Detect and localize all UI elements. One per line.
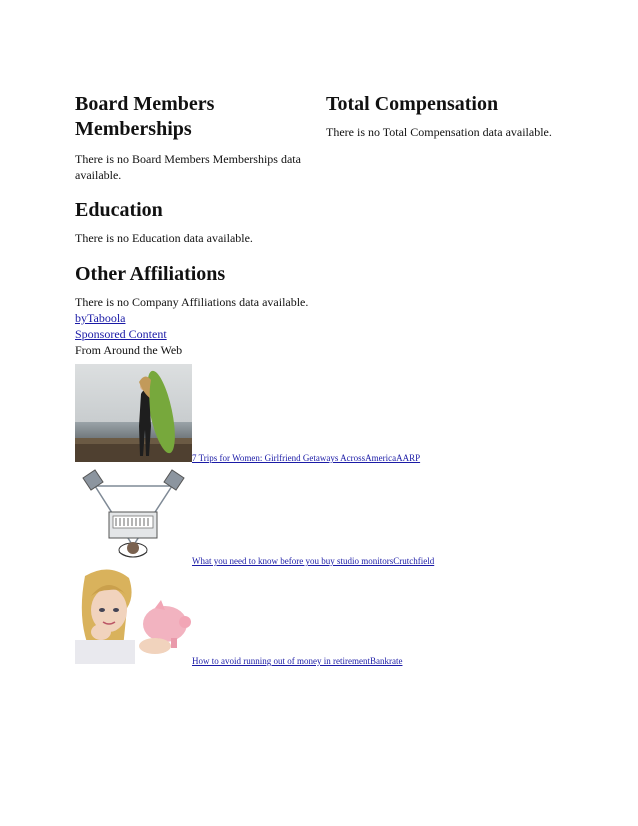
total-compensation-text: There is no Total Compensation data available. [326,125,552,139]
ad-item-3[interactable] [75,566,535,666]
education-text: There is no Education data available. [75,231,253,245]
right-column [326,92,626,140]
woman-with-piggy-bank-image[interactable] [75,566,192,664]
other-affiliations-text: There is no Company Affiliations data available. [75,295,309,309]
studio-monitor-diagram-image[interactable] [75,466,192,564]
ad-item-2[interactable] [75,466,535,566]
board-memberships-section [75,92,315,183]
board-memberships-heading: Board Members Memberships [75,93,215,140]
sponsored-content-link[interactable]: Sponsored Content [75,327,167,341]
taboola-link[interactable]: byTaboola [75,311,126,325]
ad-link-3[interactable]: How to avoid running out of money in retirementBankrate [192,656,403,666]
total-compensation-heading: Total Compensation [326,93,499,115]
education-heading: Education [75,199,163,221]
board-memberships-text: There is no Board Members Memberships data available. [75,152,301,182]
from-around-the-web-label: From Around the Web [75,343,183,357]
woman-with-surfboard-image[interactable] [75,364,192,462]
other-affiliations-heading: Other Affiliations [75,263,226,285]
left-column [75,92,315,358]
education-section [75,198,315,246]
ad-link-2[interactable]: What you need to know before you buy studio monitorsCrutchfield [192,556,435,566]
ad-link-1[interactable]: 7 Trips for Women: Girlfriend Getaways AcrossAmericaAARP [192,453,421,463]
other-affiliations-section [75,262,315,358]
ad-item-1[interactable] [75,364,535,464]
